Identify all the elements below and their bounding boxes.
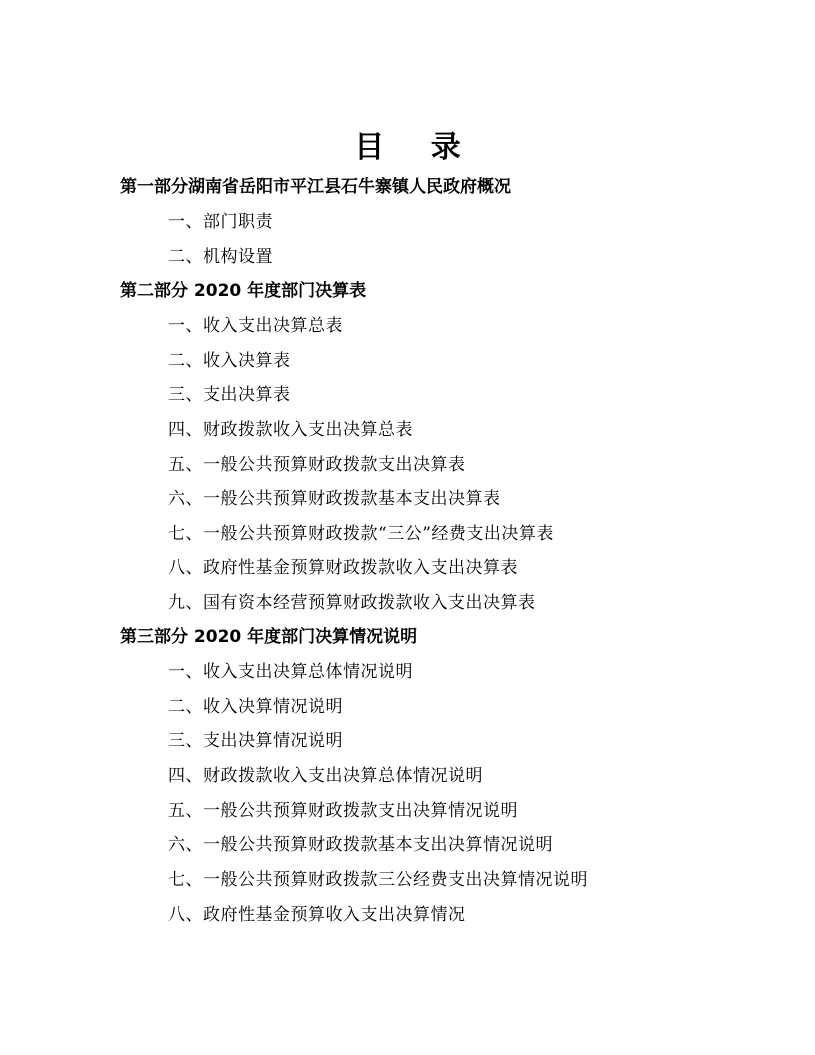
- toc-item: 三、支出决算表: [168, 385, 291, 405]
- toc-item: 四、财政拨款收入支出决算总表: [168, 420, 413, 440]
- toc-part-heading: 第一部分湖南省岳阳市平江县石牛寨镇人民政府概况: [120, 177, 511, 197]
- toc-item: 四、财政拨款收入支出决算总体情况说明: [168, 766, 483, 786]
- toc-item: 一、收入支出决算总体情况说明: [168, 662, 413, 682]
- toc-item: 二、收入决算情况说明: [168, 697, 343, 717]
- toc-item: 一、部门职责: [168, 212, 273, 232]
- toc-item: 二、机构设置: [168, 247, 273, 267]
- page-title: 目 录: [354, 130, 479, 165]
- toc-item: 五、一般公共预算财政拨款支出决算情况说明: [168, 801, 518, 821]
- toc-item: 八、政府性基金预算财政拨款收入支出决算表: [168, 558, 518, 578]
- toc-item: 六、一般公共预算财政拨款基本支出决算情况说明: [168, 835, 553, 855]
- toc-item: 一、收入支出决算总表: [168, 316, 343, 336]
- toc-part-heading: 第三部分 2020 年度部门决算情况说明: [120, 627, 418, 647]
- toc-item: 七、一般公共预算财政拨款三公经费支出决算情况说明: [168, 870, 588, 890]
- toc-item: 七、一般公共预算财政拨款“三公”经费支出决算表: [168, 524, 554, 544]
- toc-item: 三、支出决算情况说明: [168, 731, 343, 751]
- toc-item: 九、国有资本经营预算财政拨款收入支出决算表: [168, 593, 536, 613]
- toc-item: 五、一般公共预算财政拨款支出决算表: [168, 455, 466, 475]
- toc-item: 八、政府性基金预算收入支出决算情况: [168, 905, 466, 925]
- toc-part-heading: 第二部分 2020 年度部门决算表: [120, 281, 367, 301]
- toc-item: 六、一般公共预算财政拨款基本支出决算表: [168, 489, 501, 509]
- toc-item: 二、收入决算表: [168, 351, 291, 371]
